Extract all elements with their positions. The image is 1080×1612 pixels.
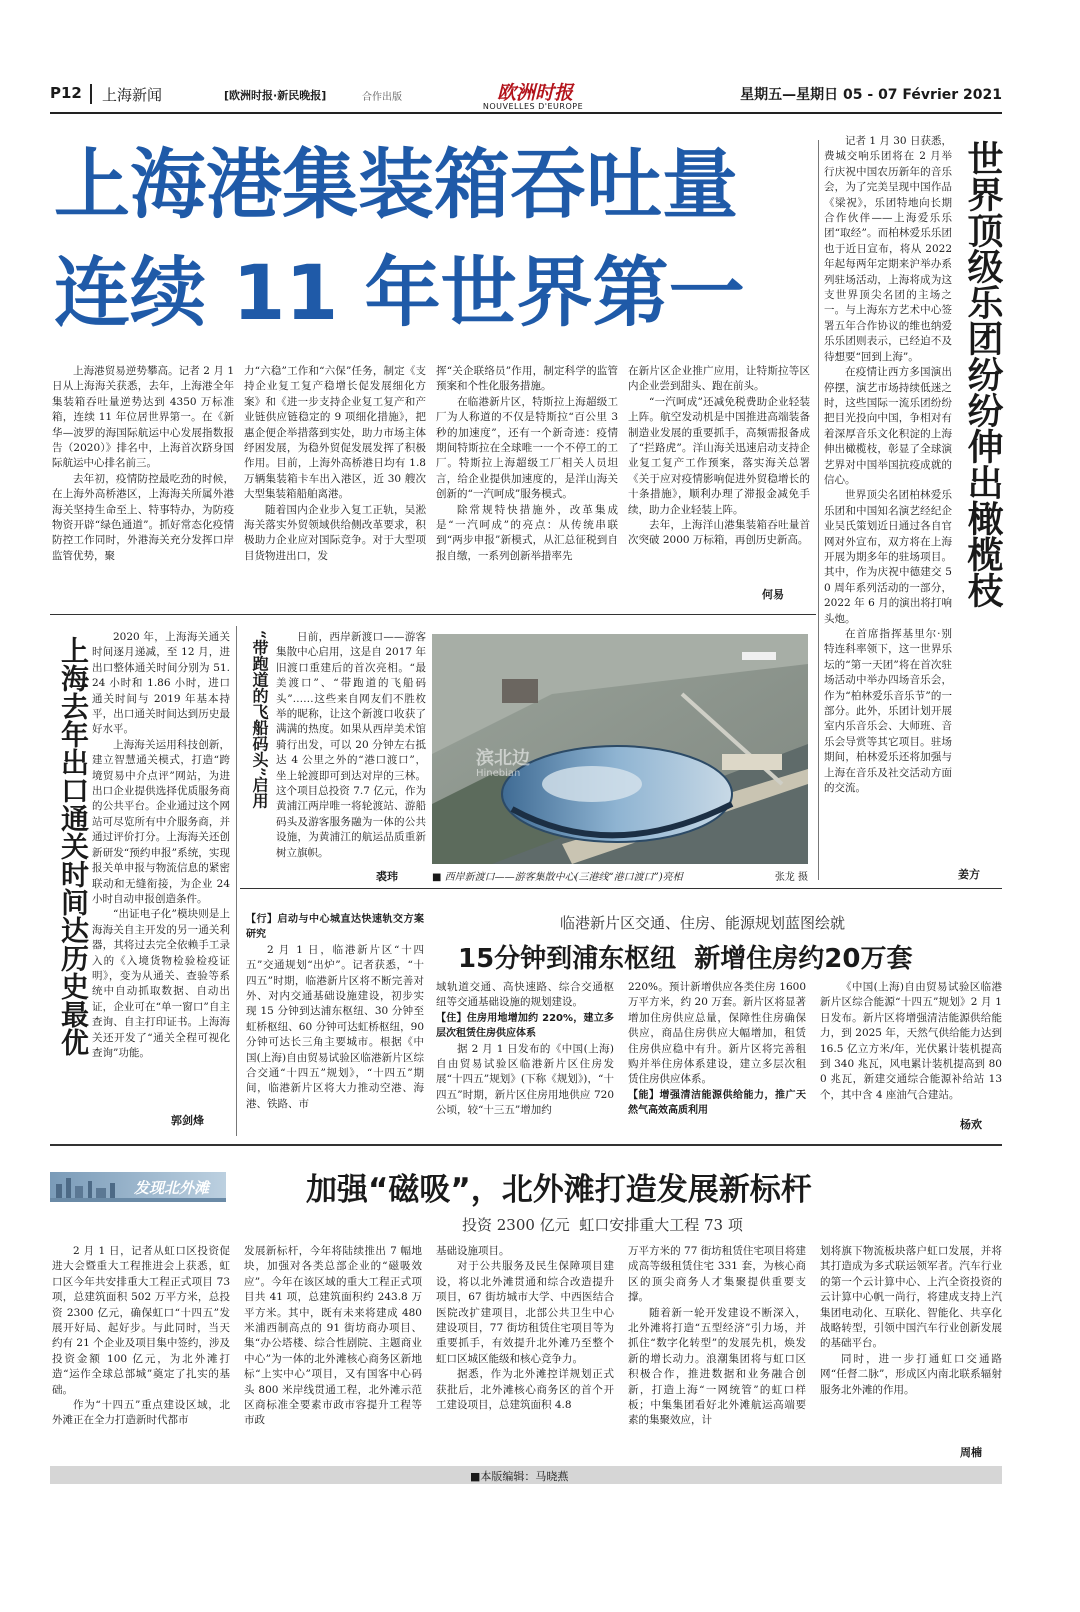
logo: 欧洲时报 <box>496 82 573 104</box>
partner-note: 合作出版 <box>362 92 402 103</box>
photo-caption: ■ 西岸新渡口——游客集散中心(三港线“港口渡口”)亮相 <box>432 872 683 883</box>
concert-author: 姜方 <box>958 868 980 881</box>
customs-author: 郭剑烽 <box>171 1114 204 1127</box>
page-number: P12 <box>50 84 82 102</box>
photo-watermark: 滨北边 <box>476 748 530 769</box>
pier-author: 裘玮 <box>376 870 398 883</box>
bund-banner-text: 发现北外滩 <box>134 1179 210 1197</box>
lingang-column-2: 域轨道交通、高快速路、综合交通枢纽等交通基础设施的规划建设。 【住】住房用地增加约 220%，建立多层次租赁住房供应体系 据 2 月 1 日发布的《中国(上海)自由贸易试验区临港新片区住房发展“十四五”规划》(下称《规划》)，“十四五”时期，新片区住房用地供应 720 公顷，较“十三五”增加约 <box>436 981 614 1117</box>
concert-body: 记者 1 月 30 日获悉，费城交响乐团将在 2 月举行庆祝中国农历新年的音乐会，为了完美呈现中国作品《梁祝》，乐团特地向长期合作伙伴——上海爱乐乐团“取经”。而柏林爱乐乐团也于近日宣布，将从 2022 年起每两年定期来沪举办系列驻场活动，上海将成为这支世界顶尖名团的主场之一。与上海东方艺术中心签署五年合作协议的维也纳爱乐乐团则表示，已经迫不及待想要“回到上海”。 在疫情让西方多国演出停摆，演艺市场持续低迷之时，这些国际一流乐团纷纷把目光投向中国，争相对有着深厚音乐文化积淀的上海伸出橄榄枝，彰显了全球演艺界对中国举国抗疫成就的信心。 世界顶尖名团柏林爱乐乐团和中国知名演艺经纪企业吴氏策划近日通过各自官网对外宣布，双方将在上海开展为期多年的驻场项目。其中，作为庆祝中德建交 50 周年系列活动的一部分，2022 年 6 月的演出将打响头炮。 在首席指挥基里尔·别特连科率领下，这一世界乐坛的“第一天团”将在首次驻场活动中举办四场音乐会，作为“柏林爱乐音乐节”的一部分。此外，乐团计划开展室内乐音乐会、大师班、音乐会导赏等其它项目。驻场期间，柏林爱乐还将加强与上海在音乐及社交活动方面的交流。 <box>824 135 952 795</box>
lead-headline-line2: 连续 11 年世界第一 <box>54 248 745 337</box>
pier-body: 日前，西岸新渡口——游客集散中心启用，这是自 2017 年旧渡口重建后的首次亮相。“最美渡口”、“带跑道的飞船码头”……这些来自网友们不胜枚举的昵称，让这个新渡口收获了满满的热度。如果从西岸美术馆骑行出发，可以 20 分钟左右抵达 4 公里之外的“港口渡口”，坐上轮渡即可到达对岸的三林。这个项目总投资 7.7 亿元，作为黄浦江两岸唯一将轮渡站、游船码头及游客服务融为一体的公共设施，为黄浦江的航运品质重新树立旗帜。 <box>276 631 426 859</box>
section-name: 上海新闻 <box>102 86 163 104</box>
lingang-author: 杨欢 <box>960 1118 982 1131</box>
bund-column-3: 基础设施项目。 对于公共服务及民生保障项目建设，将以北外滩贯通和综合改造提升项目，67 街坊城市大学、中西医结合医院改扩建项目，北部公共卫生中心建设项目，77 街坊租赁住宅项目等为重要抓手，有效提升北外滩乃至整个虹口区城区能级和核心竞争力。 据悉，作为北外滩控详规划正式获批后，北外滩核心商务区的首个开工建设项目，总建筑面积 4.8 <box>436 1245 614 1412</box>
lead-column-4: 在新片区企业推广应用，让特斯拉等区内企业尝到甜头、跑在前头。 “一汽呵成”还减免税费助企业轻装上阵。航空发动机是中国推进高端装备制造业发展的重要抓手，高频需报备成了“拦路虎”。洋山海关迅速启动支持企业复工复产工作预案，落实海关总署《关于应对疫情影响促进外贸稳增长的十条措施》，顺利办理了滞报金减免手续，助力企业轻装上阵。 去年，上海洋山港集装箱吞吐量首次突破 2000 万标箱，再创历史新高。 <box>628 365 810 547</box>
bund-column-1: 2 月 1 日，记者从虹口区投资促进大会暨重大工程推进会上获悉，虹口区今年共安排重大工程正式项目 73 项，总建筑面积 502 万平方米，总投资 2300 亿元，确保虹口“十四五”发展开好局、起好步。与此同时，当天约有 21 个企业及项目集中签约，涉及投资金额 100 亿元，为北外滩打造“运作全球总部城”奠定了扎实的基础。 作为“十四五”重点建设区域，北外滩正在全力打造新时代都市 <box>52 1245 230 1427</box>
bund-banner <box>50 1172 226 1202</box>
bund-column-2: 发展新标杆，今年将陆续推出 7 幅地块，加强对各类总部企业的“磁吸效应”。今年在该区域的重大工程正式项目共 41 项，总建筑面积约 243.8 万平方米。其中，既有未来将建成 480 米浦西制高点的 91 街坊商办项目、集“办公塔楼、综合性剧院、主题商业中心”为一体的北外滩核心商务区新地标“上实中心”项目，又有国客中心码头 800 米岸线贯通工程，北外滩示范区商标准全要素市政市容提升工程等市政 <box>244 1245 422 1427</box>
photo-credit: 张龙 摄 <box>774 872 808 883</box>
terminal-photo <box>432 634 808 864</box>
issue-date: 星期五—星期日 05 - 07 Février 2021 <box>740 87 1002 103</box>
bund-subhead: 投资 2300 亿元 虹口安排重大工程 73 项 <box>462 1216 743 1234</box>
lead-column-1: 上海港贸易逆势攀高。记者 2 月 1 日从上海海关获悉，去年，上海港全年集装箱吞吐量逆势达到 4350 万标准箱，连续 11 年位居世界第一。在《新华—波罗的海国际航运中心发展指数报告（2020）》排名中，上海首次跻身国际航运中心排名前三。 去年初，疫情防控最吃劲的时候，在上海外高桥港区，上海海关所属外港海关坚持生命至上、特事特办，为防疫物资开辟“绿色通道”。抓好常态化疫情防控工作同时，外港海关充分发挥口岸监管优势，聚 <box>52 365 234 562</box>
lingang-column-1: 【行】启动与中心城直达快速轨交方案研究 2 月 1 日，临港新片区“十四五”交通规划“出炉”。记者获悉，“十四五”时期，临港新片区将不断完善对外、对内交通基础设施建设，初步实现 15 分钟到达浦东枢纽、30 分钟至虹桥枢纽、60 分钟可达虹桥枢纽，90 分钟可达长三角主要城市。根据《中国(上海)自由贸易试验区临港新片区综合交通“十四五”规划》，“十四五”期间，临港新片区将大力推动空港、海港、铁路、市 <box>246 914 424 1110</box>
lingang-kicker: 临港新片区交通、住房、能源规划蓝图绘就 <box>560 914 846 932</box>
lead-headline-line1: 上海港集装箱吞吐量 <box>54 140 738 229</box>
logo-subtitle: NOUVELLES D'EUROPE <box>482 102 584 111</box>
footer-bar <box>50 1466 1002 1484</box>
customs-body: 2020 年，上海海关通关时间逐月递减，至 12 月，进出口整体通关时间分别为 51.24 小时和 1.86 小时，进口通关时间与 2019 年基本持平，出口通关时间达到历史最好水平。 上海海关运用科技创新，建立智慧通关模式，打造“跨境贸易中介点评”网站，为进出口企业提供选择优质服务商的公共平台。企业通过这个网站可尽览所有中介服务商，并通过评价打分。上海海关还创新研发“预约申报”系统，实现报关单申报与物流信息的紧密联动和无缝衔接，为企业 24 小时自动申报创造条件。 “出证电子化”模块则是上海海关自主开发的另一通关利器，其将过去完全依赖手工录入的《入境货物检验检疫证明》，变为从通关、查验等系统中自动抓取数据、自动出证，企业可在“单一窗口”自主查询、自主打印证书。上海海关还开发了“通关全程可视化查询”功能。 <box>92 631 230 1059</box>
lead-author: 何易 <box>762 588 784 601</box>
photo-watermark-en: Hinebian <box>476 768 521 779</box>
bund-author: 周楠 <box>960 1446 982 1459</box>
lingang-column-4: 《中国(上海)自由贸易试验区临港新片区综合能源“十四五”规划》2 月 1 日发布。新片区将增强清洁能源供给能力，到 2025 年，天然气供给能力达到 16.5 亿立方米/年，光伏累计装机提高到 340 兆瓦，风电累计装机提高到 800 兆瓦，新建交通综合能源补给站 13 个，其中含 4 座油气合建站。 <box>820 981 1002 1101</box>
customs-headline: 上海去年出口通关时间达历史最优 <box>57 636 90 1056</box>
lead-column-2: 力“六稳”工作和“六保”任务，制定《支持企业复工复产稳增长促发展细化方案》和《进一步支持企业复工复产和产业链供应链稳定的 9 项细化措施》，把惠企便企举措落到实处，助力市场主体纾困发展，为稳外贸促发展发挥了积极作用。目前，上海外高桥港日均有 1.8 万辆集装箱卡车出入港区，近 30 艘次大型集装箱船舶离港。 随着国内企业步入复工正轨，吴淞海关落实外贸领域供给侧改革要求，积极助力企业应对国际竞争。对于大型项目货物进出口，发 <box>244 365 426 562</box>
concert-headline: 世界顶级乐团纷纷伸出橄榄枝 <box>962 140 1004 608</box>
masthead <box>50 80 1002 112</box>
editor-credit: ■本版编辑：马晓燕 <box>470 1470 569 1483</box>
bund-headline: 加强“磁吸”，北外滩打造发展新标杆 <box>306 1172 812 1208</box>
pier-headline: “带跑道的飞船码头”启用 <box>250 630 269 809</box>
partner-papers: [欧洲时报·新民晚报] <box>224 89 327 102</box>
bund-column-5: 划将旗下物流板块落户虹口发展，并将其打造成为多式联运领军者。汽车行业的第一个云计算中心、上汽全资投资的云计算中心帆一尚行，将建成支持上汽集团电动化、互联化、智能化、共享化战略转型，引领中国汽车行业创新发展的基础平台。 同时，进一步打通虹口交通路网“任督二脉”，形成区内南北联系辐射服务北外滩的作用。 <box>820 1245 1002 1396</box>
lingang-headline: 15分钟到浦东枢纽 新增住房约20万套 <box>458 944 913 974</box>
lingang-column-3: 220%。预计新增供应各类住房 1600 万平方米，约 20 万套。新片区将显著增加住房供应总量，保障性住房确保供应，商品住房供应大幅增加，租赁住房供应稳中有升。新片区将完善租购并举住房体系建设，建立多层次租赁住房供应体系。 【能】增强清洁能源供给能力，推广天然气高效高质利用 <box>628 981 806 1117</box>
lead-column-3: 挥“关企联络员”作用，制定科学的监管预案和个性化服务措施。 在临港新片区，特斯拉上海超级工厂为人称道的不仅是特斯拉“百公里 3 秒的加速度”，还有一个新奇迹：疫情期间特斯拉在全球唯一一个不停工的工厂。特斯拉上海超级工厂相关人员坦言，给企业提供加速度的，是洋山海关创新的“一汽呵成”服务模式。 除常规特快措施外，改革集成是“一汽呵成”的亮点：从传统串联到“两步申报”新模式，从汇总征税到自报自缴，一系列创新举措率先 <box>436 365 618 562</box>
bund-column-4: 万平方米的 77 街坊租赁住宅项目将建成高等级租赁住宅 331 套，为核心商区的顶尖商务人才集聚提供重要支撑。 随着新一轮开发建设不断深入，北外滩将打造“五型经济”引力场，并抓住“数字化转型”的发展先机，焕发新的增长动力。浪潮集团将与虹口区积极合作，推进数据和业务融合创新，打造上海“一网统管”的虹口样板；中集集团看好北外滩航运高端要素的集聚效应，计 <box>628 1245 806 1427</box>
